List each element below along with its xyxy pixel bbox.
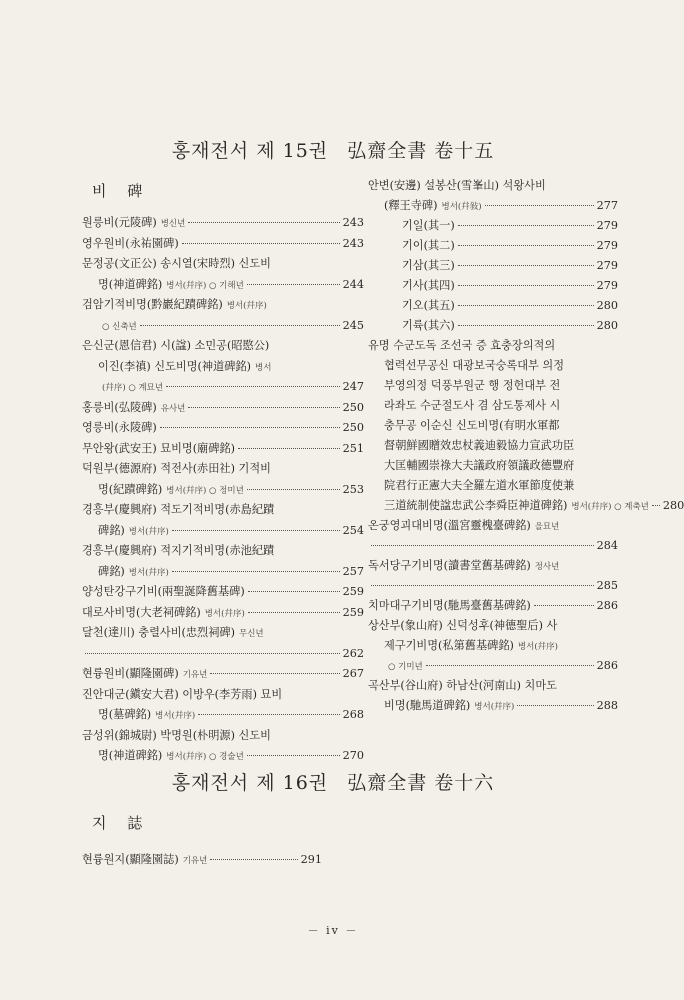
dot-leader bbox=[247, 284, 340, 285]
toc-entry-title: 치마대구기비명(馳馬臺舊基碑銘) bbox=[368, 599, 531, 612]
toc-entry bbox=[368, 316, 618, 336]
toc-entry-title: 기사(其四) bbox=[402, 279, 455, 292]
toc-entry-title: 금성위(錦城尉) 박명원(朴明源) 신도비 bbox=[82, 728, 271, 742]
dot-leader bbox=[248, 612, 340, 613]
toc-entry-note: 유사년 bbox=[160, 403, 186, 414]
toc-entry bbox=[368, 236, 618, 256]
toc-entry-title: 제구기비명(私第舊基碑銘) bbox=[384, 639, 514, 652]
toc-entry-line bbox=[82, 644, 364, 665]
toc-entry-title: 양성탄강구기비(兩聖誕降舊基碑) bbox=[82, 585, 245, 598]
toc-entry-note: (幷序) ○ 계묘년 bbox=[102, 383, 164, 393]
toc-entry bbox=[82, 500, 364, 541]
toc-entry-line bbox=[82, 459, 364, 480]
toc-entry-page: 280 bbox=[662, 499, 684, 512]
dot-leader bbox=[458, 305, 594, 306]
toc-entry bbox=[368, 296, 618, 316]
toc-entry-title: 달천(達川) 충렬사비(忠烈祠碑) bbox=[82, 626, 235, 639]
toc-entry-line bbox=[82, 726, 364, 747]
toc-entry-note: 기유년 bbox=[182, 670, 208, 680]
toc-entry bbox=[82, 418, 364, 439]
toc-entry-line bbox=[82, 746, 364, 767]
toc-entry-title: 영우원비(永祐園碑) bbox=[82, 236, 179, 250]
toc-entry-line bbox=[82, 500, 364, 521]
dot-leader bbox=[458, 225, 594, 226]
toc-entry-note: 병서(幷序) bbox=[128, 526, 169, 537]
toc-entry-line bbox=[82, 603, 364, 624]
toc-entry-line bbox=[82, 418, 364, 439]
toc-entry-line bbox=[82, 562, 364, 583]
toc-entry-line bbox=[82, 213, 364, 234]
toc-entry-title: 문정공(文正公) 송시열(宋時烈) 신도비 bbox=[82, 257, 271, 270]
toc-entry-title: 기륙(其六) bbox=[402, 319, 455, 332]
dot-leader bbox=[458, 285, 594, 286]
toc-entry-title: 협력선무공신 대광보국숭록대부 의정 bbox=[384, 359, 565, 372]
toc-entry-page: 285 bbox=[596, 579, 618, 592]
toc-entry-line bbox=[82, 336, 364, 357]
toc-entry-note: 병서(幷序) ○ 계축년 bbox=[571, 502, 649, 512]
dot-leader bbox=[198, 714, 339, 715]
toc-entry-line bbox=[82, 357, 364, 378]
toc-entry-line bbox=[368, 336, 618, 356]
toc-entry-page: 243 bbox=[342, 236, 364, 250]
toc-entry-title: 현륭원비(顯隆園碑) bbox=[82, 667, 179, 680]
dot-leader bbox=[160, 427, 340, 428]
toc-entry-title: 기일(其一) bbox=[402, 219, 455, 232]
toc-entry-title: 기이(其二) bbox=[402, 239, 455, 252]
toc-entry bbox=[368, 256, 618, 276]
toc-entry-line bbox=[368, 236, 618, 256]
toc-entry bbox=[82, 664, 364, 685]
dot-leader bbox=[182, 243, 340, 244]
toc-entry-title: 碑銘) bbox=[98, 523, 125, 537]
dot-leader bbox=[485, 205, 594, 206]
toc-entry-line bbox=[82, 234, 364, 255]
toc-entry-title: 현륭원지(顯隆園誌) bbox=[82, 853, 179, 866]
toc-entry bbox=[368, 616, 618, 676]
toc-entry-page: 286 bbox=[596, 599, 618, 612]
toc-entry-page: 279 bbox=[596, 259, 618, 272]
toc-entry-line bbox=[368, 256, 618, 276]
toc-entry-page: 270 bbox=[342, 749, 364, 762]
toc-entry bbox=[368, 516, 618, 556]
toc-entry-note: 병서(幷序) bbox=[517, 642, 558, 652]
toc-entry-title: 온궁영괴대비명(溫宮靈槐臺碑銘) bbox=[368, 519, 531, 532]
toc-entry-line bbox=[368, 536, 618, 556]
toc-entry-page: 286 bbox=[596, 659, 618, 672]
toc-entry-line bbox=[368, 436, 618, 456]
toc-entry-line bbox=[82, 850, 322, 871]
toc-entry-line bbox=[368, 556, 618, 576]
toc-entry-page: 247 bbox=[342, 380, 364, 393]
toc-entry-title: 三道統制使諡忠武公李舜臣神道碑銘) bbox=[384, 499, 568, 512]
toc-entry-title: 명(紀蹟碑銘) bbox=[98, 482, 163, 496]
toc-entry-line bbox=[82, 623, 364, 644]
toc-entry bbox=[368, 176, 618, 216]
volume-16-title bbox=[0, 768, 666, 795]
toc-entry-line bbox=[82, 439, 364, 460]
toc-entry-page: 279 bbox=[596, 279, 618, 292]
toc-entry-note: 병서(幷序) ○ 정미년 bbox=[166, 485, 244, 496]
toc-entry bbox=[368, 596, 618, 616]
volume-16-title-korean: 홍재전서 제 16권 bbox=[171, 772, 329, 794]
toc-entry-page: 253 bbox=[342, 482, 364, 496]
toc-entry-note: 병서(幷敍) bbox=[441, 202, 482, 212]
dot-leader bbox=[247, 755, 340, 756]
dot-leader bbox=[172, 530, 340, 531]
toc-entry bbox=[368, 276, 618, 296]
toc-entry-page: 291 bbox=[300, 853, 322, 866]
section-heading-ji: 지 誌 bbox=[92, 814, 151, 832]
toc-entry-line bbox=[368, 416, 618, 436]
toc-entry bbox=[82, 623, 364, 664]
toc-entry-page: 250 bbox=[342, 421, 364, 434]
toc-entry bbox=[82, 541, 364, 582]
dot-leader bbox=[172, 571, 340, 572]
toc-entry-page: 280 bbox=[596, 319, 618, 332]
toc-entry-line bbox=[82, 377, 364, 398]
toc-entry-title: 부영의정 덕풍부원군 행 정헌대부 전 bbox=[384, 379, 561, 392]
toc-entry-page: 277 bbox=[596, 199, 618, 212]
toc-entry-title: 경흥부(慶興府) 적도기적비명(赤島紀蹟 bbox=[82, 503, 275, 516]
toc-entry bbox=[82, 459, 364, 500]
toc-entry-line bbox=[368, 216, 618, 236]
toc-entry-note: 정사년 bbox=[534, 562, 560, 572]
left-column-entries bbox=[82, 213, 364, 767]
toc-entry-line bbox=[368, 296, 618, 316]
toc-entry-title: 명(神道碑銘) bbox=[98, 749, 163, 762]
toc-entry-page: 279 bbox=[596, 219, 618, 232]
toc-entry-title: 大匡輔國崇祿大夫議政府領議政德豐府 bbox=[384, 459, 575, 472]
dot-leader bbox=[248, 591, 340, 592]
toc-entry-line bbox=[368, 616, 618, 636]
toc-entry-line bbox=[82, 541, 364, 562]
dot-leader bbox=[140, 325, 340, 326]
toc-entry-title: 명(墓碑銘) bbox=[98, 708, 152, 721]
toc-entry bbox=[82, 685, 364, 726]
toc-entry-page: 262 bbox=[342, 646, 364, 660]
toc-entry-line bbox=[82, 480, 364, 501]
toc-entry-page: 279 bbox=[596, 239, 618, 252]
dot-leader bbox=[85, 653, 340, 654]
dot-leader bbox=[371, 585, 594, 586]
volume-16-entries bbox=[82, 850, 364, 871]
toc-entry-note: 병신년 bbox=[160, 219, 186, 229]
toc-entry-line bbox=[82, 316, 364, 337]
toc-entry-line bbox=[368, 636, 618, 656]
toc-entry-line bbox=[82, 398, 364, 419]
dot-leader bbox=[210, 859, 297, 860]
toc-entry-line bbox=[82, 705, 364, 726]
toc-entry-note: 을묘년 bbox=[534, 522, 560, 532]
dot-leader bbox=[458, 245, 594, 246]
toc-entry-line bbox=[82, 521, 364, 542]
toc-entry-page: 243 bbox=[342, 216, 364, 229]
toc-entry-title: 명(神道碑銘) bbox=[98, 277, 163, 291]
toc-entry bbox=[82, 336, 364, 398]
toc-entry-title: 충무공 이순신 신도비명(有明水軍都 bbox=[384, 419, 560, 432]
dot-leader bbox=[166, 386, 340, 387]
toc-entry-line bbox=[368, 496, 684, 516]
toc-entry-title: 검암기적비명(黔巖紀蹟碑銘) bbox=[82, 298, 223, 311]
toc-entry bbox=[82, 603, 364, 624]
volume-15-title-korean: 홍재전서 제 15권 bbox=[171, 140, 329, 162]
toc-entry-note: 병서(幷序) bbox=[155, 711, 196, 721]
toc-entry-page: 267 bbox=[342, 667, 364, 680]
dot-leader bbox=[652, 505, 660, 506]
toc-entry-page: 288 bbox=[596, 699, 618, 712]
toc-entry-line bbox=[368, 456, 618, 476]
toc-entry-line bbox=[368, 316, 618, 336]
toc-entry-page: 259 bbox=[342, 585, 364, 598]
dot-leader bbox=[517, 705, 593, 706]
toc-entry-note: 병서(幷序) bbox=[474, 702, 515, 712]
toc-entry-title: 덕원부(德源府) 적전사(赤田社) 기적비 bbox=[82, 462, 271, 475]
toc-entry-title: 무안왕(武安王) 묘비명(廟碑銘) bbox=[82, 441, 235, 455]
toc-entry-title: (釋王寺碑) bbox=[384, 199, 438, 212]
toc-entry bbox=[82, 295, 364, 336]
toc-entry-page: 259 bbox=[342, 605, 364, 619]
toc-entry-page: 257 bbox=[342, 564, 364, 578]
toc-entry-page: 280 bbox=[596, 299, 618, 312]
toc-entry-line bbox=[368, 276, 618, 296]
dot-leader bbox=[188, 222, 339, 223]
dot-leader bbox=[426, 665, 594, 666]
toc-entry-line bbox=[368, 696, 618, 716]
toc-entry bbox=[368, 556, 618, 596]
toc-entry bbox=[368, 216, 618, 236]
toc-entry bbox=[82, 254, 364, 295]
toc-entry-title: 안변(安邊) 설봉산(雪峯山) 석왕사비 bbox=[368, 179, 546, 192]
toc-entry-line bbox=[368, 516, 618, 536]
toc-entry-title: 은신군(恩信君) 시(諡) 소민공(昭愍公) bbox=[82, 339, 270, 352]
toc-entry-line bbox=[82, 275, 364, 296]
toc-entry bbox=[82, 582, 364, 603]
toc-entry bbox=[368, 676, 618, 716]
toc-entry-line bbox=[368, 596, 618, 616]
dot-leader bbox=[458, 265, 594, 266]
toc-entry-line bbox=[368, 576, 618, 596]
toc-entry-title: 독서당구기비명(讀書堂舊基碑銘) bbox=[368, 559, 531, 572]
dot-leader bbox=[238, 448, 340, 449]
volume-16-title-hanja: 弘齋全書 卷十六 bbox=[347, 772, 495, 794]
toc-entry-title: 기오(其五) bbox=[402, 299, 455, 312]
toc-entry-note: ○ 기미년 bbox=[388, 662, 423, 672]
toc-entry-note: 무신년 bbox=[238, 629, 264, 639]
toc-entry-note: ○ 신축년 bbox=[102, 321, 137, 332]
toc-entry bbox=[82, 234, 364, 255]
toc-entry-title: 곡산부(谷山府) 하남산(河南山) 치마도 bbox=[368, 679, 557, 692]
dot-leader bbox=[534, 605, 594, 606]
toc-entry-line bbox=[368, 376, 618, 396]
page-number: － iv － bbox=[307, 924, 359, 937]
toc-entry-title: 비명(馳馬道碑銘) bbox=[384, 699, 471, 712]
toc-entry-note: 병서 bbox=[254, 362, 272, 373]
toc-entry-title: 경흥부(慶興府) 적지기적비명(赤池紀蹟 bbox=[82, 544, 275, 557]
toc-entry-page: 245 bbox=[342, 318, 364, 332]
toc-entry-line bbox=[82, 254, 364, 275]
toc-entry-page: 284 bbox=[596, 539, 618, 552]
toc-entry-line bbox=[368, 396, 618, 416]
toc-entry-note: 병서(幷序) bbox=[226, 301, 267, 311]
toc-entry-line bbox=[368, 656, 618, 676]
toc-entry-line bbox=[368, 176, 618, 196]
toc-entry-title: 이진(李禛) 신도비명(神道碑銘) bbox=[98, 359, 251, 373]
toc-entry bbox=[82, 398, 364, 419]
volume-15-title-hanja: 弘齋全書 卷十五 bbox=[347, 140, 495, 162]
dot-leader bbox=[458, 325, 594, 326]
toc-entry-note: 병서(幷序) bbox=[204, 608, 245, 619]
toc-entry-title: 영릉비(永陵碑) bbox=[82, 421, 157, 434]
toc-entry-title: 홍릉비(弘陵碑) bbox=[82, 400, 157, 414]
toc-entry-title: 라좌도 수군절도사 겸 삼도통제사 시 bbox=[384, 399, 561, 412]
toc-entry-page: 254 bbox=[342, 523, 364, 537]
toc-entry-page: 268 bbox=[342, 708, 364, 721]
toc-entry-title: 督朝鮮國贈效忠杖義迪毅協力宣武功臣 bbox=[384, 439, 575, 452]
dot-leader bbox=[247, 489, 340, 490]
toc-entry-title: 진안대군(鎭安大君) 이방우(李芳雨) 묘비 bbox=[82, 687, 283, 701]
dot-leader bbox=[371, 545, 594, 546]
toc-entry-line bbox=[368, 676, 618, 696]
toc-entry bbox=[82, 213, 364, 234]
toc-entry-title: 碑銘) bbox=[98, 564, 125, 578]
dot-leader bbox=[210, 673, 339, 674]
dot-leader bbox=[188, 407, 339, 408]
toc-entry-title: 유명 수군도독 조선국 증 효충장의적의 bbox=[368, 339, 556, 352]
toc-entry bbox=[82, 726, 364, 767]
toc-entry-title: 원릉비(元陵碑) bbox=[82, 216, 157, 229]
toc-entry-note: 병서(幷序) ○ 경술년 bbox=[166, 752, 244, 762]
toc-entry-line bbox=[82, 685, 364, 706]
toc-entry-title: 院君行正憲大夫全羅左道水軍節度使兼 bbox=[384, 479, 575, 492]
toc-entry-line bbox=[368, 476, 618, 496]
toc-entry-page: 251 bbox=[342, 441, 364, 455]
toc-entry-line bbox=[82, 582, 364, 603]
toc-entry-line bbox=[82, 295, 364, 316]
toc-entry-line bbox=[368, 356, 618, 376]
toc-entry-note: 병서(幷序) ○ 기해년 bbox=[166, 280, 244, 291]
toc-entry bbox=[82, 439, 364, 460]
toc-entry bbox=[82, 850, 364, 871]
right-column-entries bbox=[368, 176, 684, 716]
toc-entry-note: 병서(幷序) bbox=[128, 567, 169, 578]
section-heading-bi: 비 碑 bbox=[92, 182, 151, 200]
toc-entry-line bbox=[368, 196, 618, 216]
toc-entry-title: 상산부(象山府) 신덕성후(神德聖后) 사 bbox=[368, 619, 558, 632]
toc-entry bbox=[368, 336, 684, 516]
toc-entry-line bbox=[82, 664, 364, 685]
volume-15-title bbox=[0, 136, 666, 163]
toc-entry-page: 244 bbox=[342, 277, 364, 291]
toc-entry-page: 250 bbox=[342, 400, 364, 414]
toc-entry-title: 대로사비명(大老祠碑銘) bbox=[82, 605, 201, 619]
toc-entry-title: 기삼(其三) bbox=[402, 259, 455, 272]
toc-entry-note: 기유년 bbox=[182, 856, 208, 866]
